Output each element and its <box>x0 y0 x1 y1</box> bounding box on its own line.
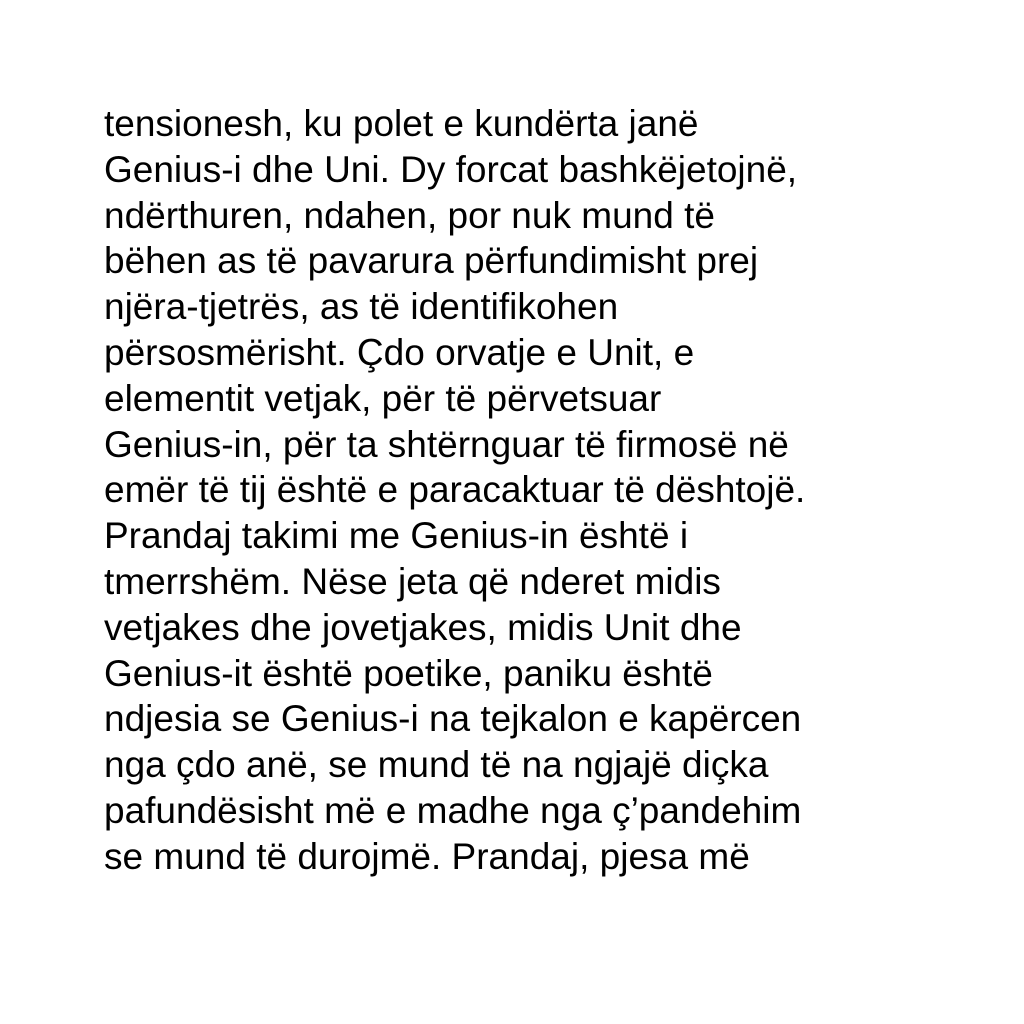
text-line: ndërthuren, ndahen, por nuk mund të <box>104 194 715 236</box>
text-line: Genius-it është poetike, paniku është <box>104 652 713 694</box>
text-line: tmerrshëm. Nëse jeta që nderet midis <box>104 560 721 602</box>
text-line: përsosmërisht. Çdo orvatje e Unit, e <box>104 331 695 373</box>
text-line: tensionesh, ku polet e kundërta janë <box>104 103 699 144</box>
text-line: bëhen as të pavarura përfundimisht prej <box>104 240 759 282</box>
text-line: se mund të durojmë. Prandaj, pjesa më <box>104 835 750 877</box>
text-line: emër të tij është e paracaktuar të dështojë. <box>104 469 806 511</box>
text-line: Genius-in, për ta shtërnguar të firmosë në <box>104 423 789 465</box>
text-line: nga çdo anë, se mund të na ngjajë diçka <box>104 744 769 786</box>
body-text <box>104 101 1004 880</box>
text-line: Genius-i dhe Uni. Dy forcat bashkëjetojnë, <box>104 148 798 190</box>
text-line: Prandaj takimi me Genius-in është i <box>104 515 689 557</box>
text-line: vetjakes dhe jovetjakes, midis Unit dhe <box>104 606 742 648</box>
text-line: elementit vetjak, për të përvetsuar <box>104 377 662 419</box>
text-line: pafundësisht më e madhe nga ç’pandehim <box>104 789 802 831</box>
text-line: njëra-tjetrës, as të identifikohen <box>104 286 619 328</box>
text-line: ndjesia se Genius-i na tejkalon e kapërcen <box>104 698 802 740</box>
